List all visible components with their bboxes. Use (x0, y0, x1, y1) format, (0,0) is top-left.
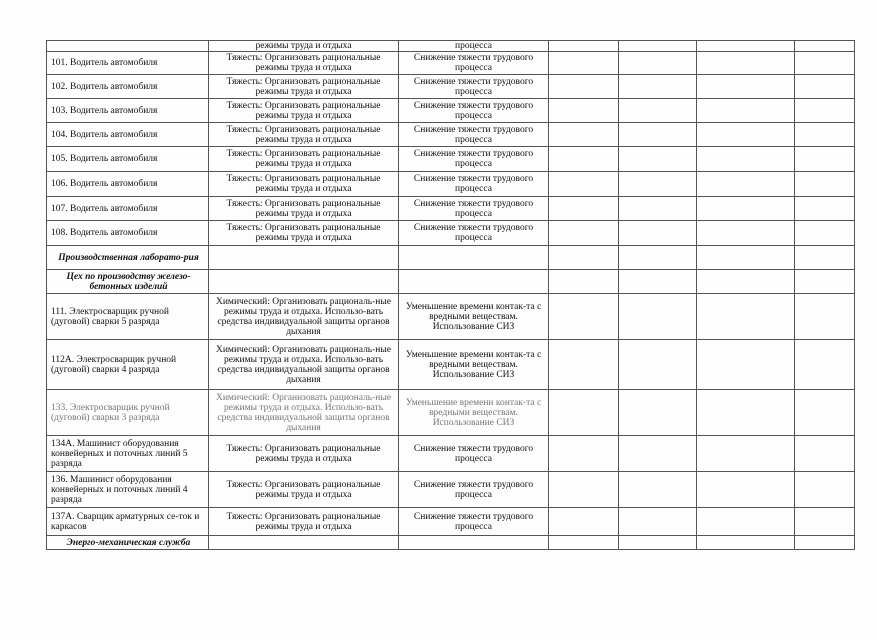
empty-cell (619, 99, 697, 123)
section-title: Производственная лаборато-рия (47, 246, 209, 270)
hazard-measure-cell: Тяжесть: Организовать рациональные режимы труда и отдыха (209, 147, 399, 172)
empty-cell (549, 221, 619, 246)
table-row (47, 99, 855, 123)
empty-cell (619, 147, 697, 172)
position-cell: 105. Водитель автомобиля (47, 147, 209, 172)
empty-cell (697, 75, 795, 99)
empty-cell (549, 147, 619, 172)
position-cell: 102. Водитель автомобиля (47, 75, 209, 99)
hazard-measure-cell: Тяжесть: Организовать рациональные режимы труда и отдыха (209, 75, 399, 99)
hazard-measure-cell: Тяжесть: Организовать рациональные режимы труда и отдыха (209, 436, 399, 472)
position-cell: 103. Водитель автомобиля (47, 99, 209, 123)
measures-table (46, 40, 855, 550)
section-title: Цех по производству железо-бетонных изделий (47, 270, 209, 294)
goal-cell: Снижение тяжести трудового процесса (399, 197, 549, 221)
empty-cell (549, 340, 619, 390)
goal-cell: Снижение тяжести трудового процесса (399, 221, 549, 246)
empty-cell (619, 123, 697, 147)
table-row (47, 172, 855, 197)
empty-cell (549, 246, 619, 270)
table-row (47, 147, 855, 172)
goal-cell: Снижение тяжести трудового процесса (399, 123, 549, 147)
empty-cell (619, 270, 697, 294)
empty-cell (697, 221, 795, 246)
empty-cell (619, 390, 697, 436)
empty-cell (549, 472, 619, 508)
empty-cell (399, 536, 549, 550)
empty-cell (697, 508, 795, 536)
empty-cell (697, 123, 795, 147)
empty-cell (795, 390, 855, 436)
hazard-measure-cell: режимы труда и отдыха (209, 41, 399, 52)
hazard-measure-cell: Тяжесть: Организовать рациональные режимы труда и отдыха (209, 508, 399, 536)
table-row (47, 221, 855, 246)
empty-cell (697, 172, 795, 197)
empty-cell (697, 270, 795, 294)
section-row (47, 536, 855, 550)
empty-cell (697, 246, 795, 270)
empty-cell (697, 52, 795, 75)
empty-cell (549, 508, 619, 536)
empty-cell (795, 294, 855, 340)
position-cell: 136. Машинист оборудования конвейерных и поточных линий 4 разряда (47, 472, 209, 508)
empty-cell (619, 436, 697, 472)
empty-cell (549, 172, 619, 197)
empty-cell (549, 294, 619, 340)
empty-cell (619, 340, 697, 390)
table-row (47, 41, 855, 52)
empty-cell (795, 172, 855, 197)
empty-cell (795, 197, 855, 221)
empty-cell (399, 270, 549, 294)
empty-cell (795, 508, 855, 536)
empty-cell (795, 436, 855, 472)
goal-cell: Снижение тяжести трудового процесса (399, 508, 549, 536)
empty-cell (209, 246, 399, 270)
empty-cell (549, 270, 619, 294)
hazard-measure-cell: Тяжесть: Организовать рациональные режимы труда и отдыха (209, 472, 399, 508)
empty-cell (549, 99, 619, 123)
empty-cell (549, 197, 619, 221)
goal-cell: Уменьшение времени контак-та с вредными веществам. Использование СИЗ (399, 294, 549, 340)
table-row (47, 436, 855, 472)
empty-cell (795, 123, 855, 147)
goal-cell: Снижение тяжести трудового процесса (399, 99, 549, 123)
empty-cell (549, 52, 619, 75)
faint-side-mark (852, 270, 866, 360)
empty-cell (209, 270, 399, 294)
empty-cell (619, 246, 697, 270)
goal-cell: Снижение тяжести трудового процесса (399, 472, 549, 508)
hazard-measure-cell: Химический: Организовать рациональ-ные режимы труда и отдыха. Использо-вать средства индивидуальной защиты органов дыхания (209, 294, 399, 340)
goal-cell: Снижение тяжести трудового процесса (399, 75, 549, 99)
position-cell: 107. Водитель автомобиля (47, 197, 209, 221)
empty-cell (697, 197, 795, 221)
table-row (47, 52, 855, 75)
goal-cell: Уменьшение времени контак-та с вредными веществам. Использование СИЗ (399, 390, 549, 436)
empty-cell (619, 197, 697, 221)
goal-cell: Снижение тяжести трудового процесса (399, 172, 549, 197)
empty-cell (619, 294, 697, 340)
empty-cell (619, 221, 697, 246)
empty-cell (697, 340, 795, 390)
position-cell: 137А. Сварщик арматурных се-ток и каркасов (47, 508, 209, 536)
empty-cell (549, 390, 619, 436)
table-row (47, 472, 855, 508)
empty-cell (795, 52, 855, 75)
hazard-measure-cell: Тяжесть: Организовать рациональные режимы труда и отдыха (209, 52, 399, 75)
empty-cell (619, 41, 697, 52)
empty-cell (697, 294, 795, 340)
empty-cell (795, 270, 855, 294)
hazard-measure-cell: Химический: Организовать рациональ-ные режимы труда и отдыха. Использо-вать средства индивидуальной защиты органов дыхания (209, 340, 399, 390)
position-cell: 134А. Машинист оборудования конвейерных и поточных линий 5 разряда (47, 436, 209, 472)
table-row (47, 294, 855, 340)
empty-cell (795, 472, 855, 508)
hazard-measure-cell: Тяжесть: Организовать рациональные режимы труда и отдыха (209, 172, 399, 197)
empty-cell (549, 41, 619, 52)
goal-cell: Уменьшение времени контак-та с вредными веществам. Использование СИЗ (399, 340, 549, 390)
empty-cell (697, 390, 795, 436)
position-cell: 104. Водитель автомобиля (47, 123, 209, 147)
empty-cell (795, 99, 855, 123)
empty-cell (697, 41, 795, 52)
goal-cell: Снижение тяжести трудового процесса (399, 52, 549, 75)
goal-cell: процесса (399, 41, 549, 52)
empty-cell (399, 246, 549, 270)
empty-cell (795, 536, 855, 550)
empty-cell (697, 436, 795, 472)
empty-cell (697, 147, 795, 172)
empty-cell (697, 472, 795, 508)
empty-cell (795, 340, 855, 390)
table-row (47, 340, 855, 390)
table-row (47, 508, 855, 536)
empty-cell (795, 147, 855, 172)
position-cell: 133. Электросварщик ручной (дуговой) сварки 3 разряда (47, 390, 209, 436)
position-cell: 108. Водитель автомобиля (47, 221, 209, 246)
table-row (47, 197, 855, 221)
empty-cell (795, 41, 855, 52)
hazard-measure-cell: Тяжесть: Организовать рациональные режимы труда и отдыха (209, 123, 399, 147)
position-cell: 111. Электросварщик ручной (дуговой) сварки 5 разряда (47, 294, 209, 340)
section-row (47, 246, 855, 270)
section-title: Энерго-механическая служба (47, 536, 209, 550)
empty-cell (795, 221, 855, 246)
empty-cell (619, 172, 697, 197)
empty-cell (619, 508, 697, 536)
position-cell (47, 41, 209, 52)
table-row (47, 75, 855, 99)
empty-cell (549, 75, 619, 99)
empty-cell (697, 536, 795, 550)
goal-cell: Снижение тяжести трудового процесса (399, 147, 549, 172)
section-row (47, 270, 855, 294)
empty-cell (209, 536, 399, 550)
empty-cell (549, 536, 619, 550)
empty-cell (795, 75, 855, 99)
empty-cell (619, 536, 697, 550)
hazard-measure-cell: Тяжесть: Организовать рациональные режимы труда и отдыха (209, 197, 399, 221)
position-cell: 112А. Электросварщик ручной (дуговой) сварки 4 разряда (47, 340, 209, 390)
empty-cell (549, 123, 619, 147)
empty-cell (697, 99, 795, 123)
position-cell: 106. Водитель автомобиля (47, 172, 209, 197)
goal-cell: Снижение тяжести трудового процесса (399, 436, 549, 472)
table-row (47, 390, 855, 436)
empty-cell (619, 52, 697, 75)
position-cell: 101. Водитель автомобиля (47, 52, 209, 75)
table-row (47, 123, 855, 147)
hazard-measure-cell: Тяжесть: Организовать рациональные режимы труда и отдыха (209, 99, 399, 123)
hazard-measure-cell: Химический: Организовать рациональ-ные режимы труда и отдыха. Использо-вать средства индивидуальной защиты органов дыхания (209, 390, 399, 436)
empty-cell (619, 472, 697, 508)
empty-cell (549, 436, 619, 472)
hazard-measure-cell: Тяжесть: Организовать рациональные режимы труда и отдыха (209, 221, 399, 246)
empty-cell (619, 75, 697, 99)
empty-cell (795, 246, 855, 270)
